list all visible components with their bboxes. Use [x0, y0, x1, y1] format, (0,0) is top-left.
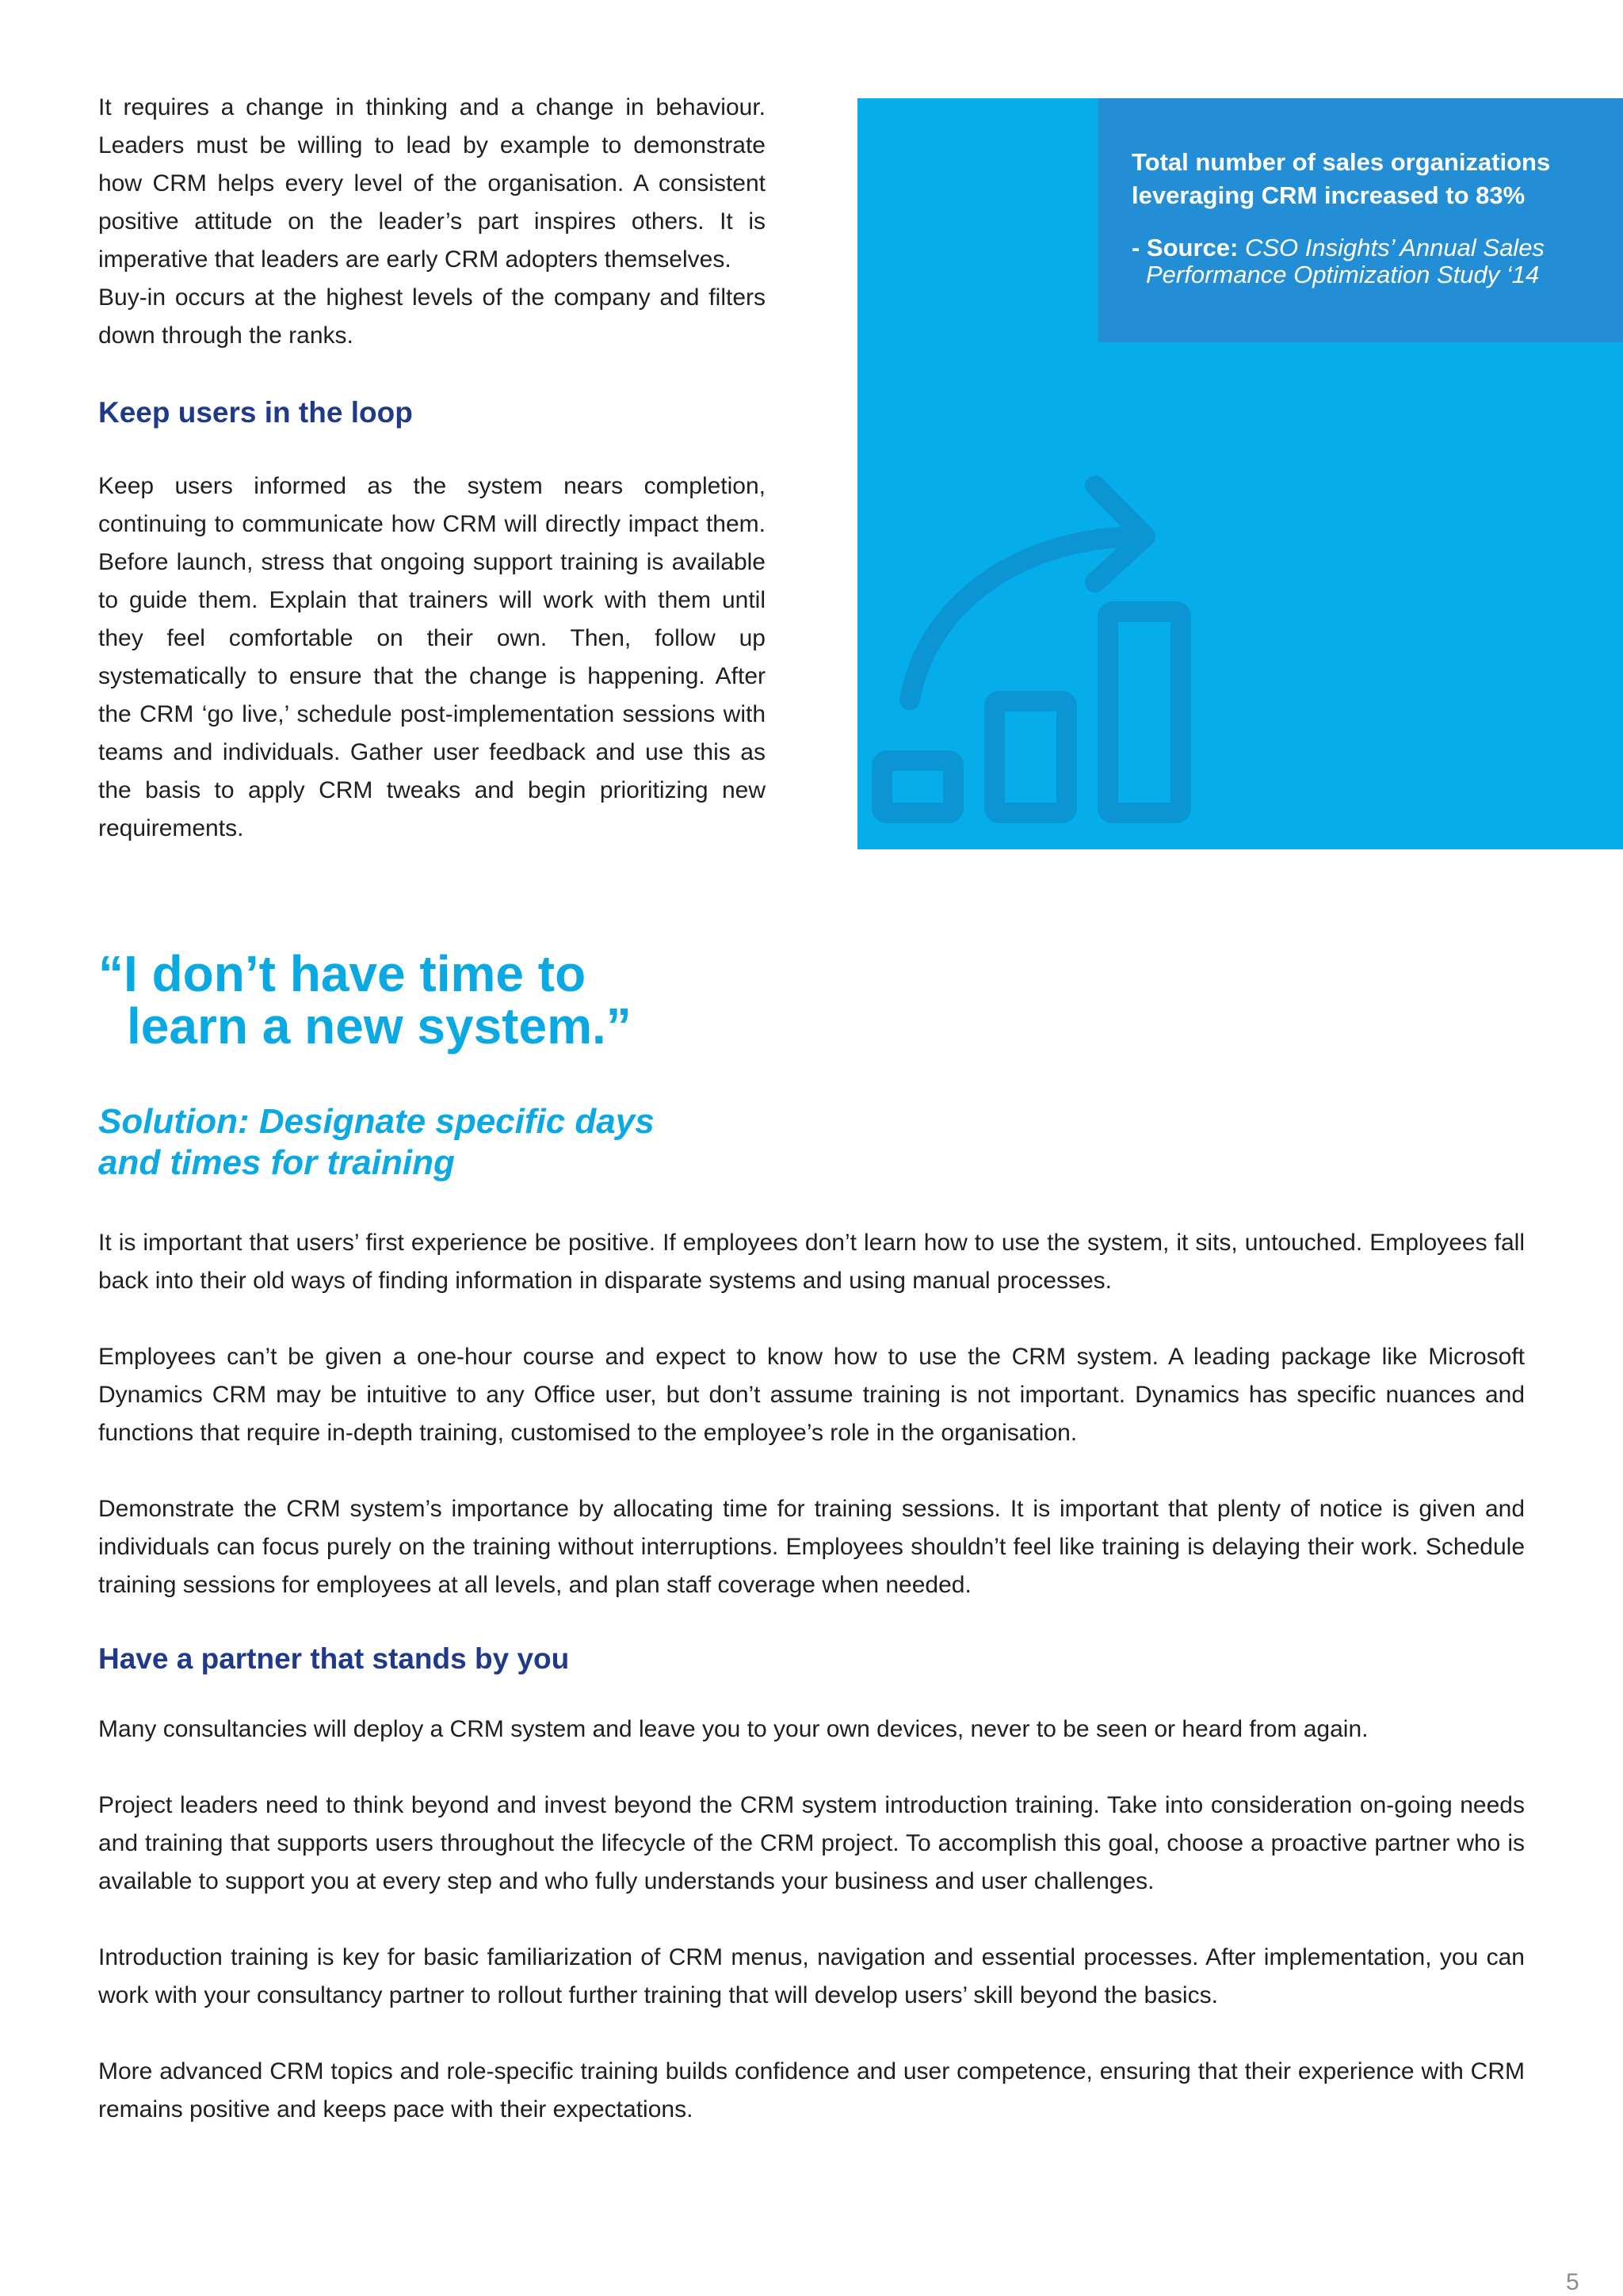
stat-callout-box [1098, 98, 1623, 342]
left-column [98, 89, 766, 848]
source-line-2: Performance Optimization Study ‘14 [1146, 261, 1540, 288]
bar-chart-growth-arrow-icon [872, 463, 1212, 844]
source-line-1: CSO Insights’ Annual Sales [1244, 234, 1545, 261]
stat-source [1132, 235, 1607, 288]
page-number: 5 [1566, 2269, 1579, 2295]
quote-line-2: learn a new system.” [127, 997, 632, 1055]
lower-column [98, 1224, 1525, 2167]
introduction-training-paragraph: Introduction training is key for basic familiarization of CRM menus, navigation and essential processes. After implementation, you can work with your consultancy partner to rollout further training that will develop users’ skill beyond the basics. [98, 1944, 1525, 2008]
solution-subheading [98, 1101, 812, 1184]
pull-quote [98, 945, 812, 1055]
consultancies-paragraph: Many consultancies will deploy a CRM system and leave you to your own devices, never to be seen or heard from again. [98, 1716, 1369, 1742]
allocate-time-paragraph: Demonstrate the CRM system’s importance by allocating time for training sessions. It is important that plenty of notice is given and individuals can focus purely on the training without interruptions. Employees shouldn’t feel like training is delaying their work. Schedule training sessions for employees at all levels, and plan staff coverage when needed. [98, 1496, 1525, 1598]
buy-in-paragraph: Buy-in occurs at the highest levels of the company and filters down through the ranks. [98, 284, 766, 349]
quote-line-1: “I don’t have time to [98, 945, 586, 1002]
solution-line-2: and times for training [98, 1143, 455, 1182]
one-hour-course-paragraph: Employees can’t be given a one-hour course and expect to know how to use the CRM system. A leading package like Microsoft Dynamics CRM may be intuitive to any Office user, but don’t assume training is not important. Dynamics has specific nuances and functions that require in-depth training, customised to the employee’s role in the organisation. [98, 1344, 1525, 1446]
project-leaders-paragraph: Project leaders need to think beyond and invest beyond the CRM system introduction training. Take into consideration on-going needs and training that supports users throughout the lifecycle of the CRM project. To accomplish this goal, choose a proactive partner who is available to support you at every step and who fully understands your business and user challenges. [98, 1792, 1525, 1894]
keep-users-paragraph: Keep users informed as the system nears completion, continuing to communicate how CRM will directly impact them. Before launch, stress that ongoing support training is available to guide them. Explain that trainers will work with them until they feel comfortable on their own. Then, follow up systematically to ensure that the change is happening. After the CRM ‘go live,’ schedule post-implementation sessions with teams and individuals. Gather user feedback and use this as the basis to apply CRM tweaks and begin prioritizing new requirements. [98, 473, 766, 841]
advanced-topics-paragraph: More advanced CRM topics and role-specific training builds confidence and user competence, ensuring that their experience with CRM remains positive and keeps pace with their expectations. [98, 2058, 1525, 2122]
leadership-paragraph: It requires a change in thinking and a change in behaviour. Leaders must be willing to lead by example to demonstrate how CRM helps every level of the organisation. A consistent positive attitude on the leader’s part inspires others. It is imperative that leaders are early CRM adopters themselves. [98, 94, 766, 273]
stat-headline: Total number of sales organizations leveraging CRM increased to 83% [1132, 148, 1551, 209]
first-experience-paragraph: It is important that users’ first experience be positive. If employees don’t learn how to use the system, it sits, untouched. Employees fall back into their old ways of finding information in disparate systems and using manual processes. [98, 1230, 1525, 1294]
source-label: - Source: [1132, 234, 1239, 261]
section-heading-partner: Have a partner that stands by you [98, 1642, 570, 1675]
solution-line-1: Solution: Designate specific days [98, 1102, 655, 1141]
section-heading-keep-users: Keep users in the loop [98, 396, 413, 429]
